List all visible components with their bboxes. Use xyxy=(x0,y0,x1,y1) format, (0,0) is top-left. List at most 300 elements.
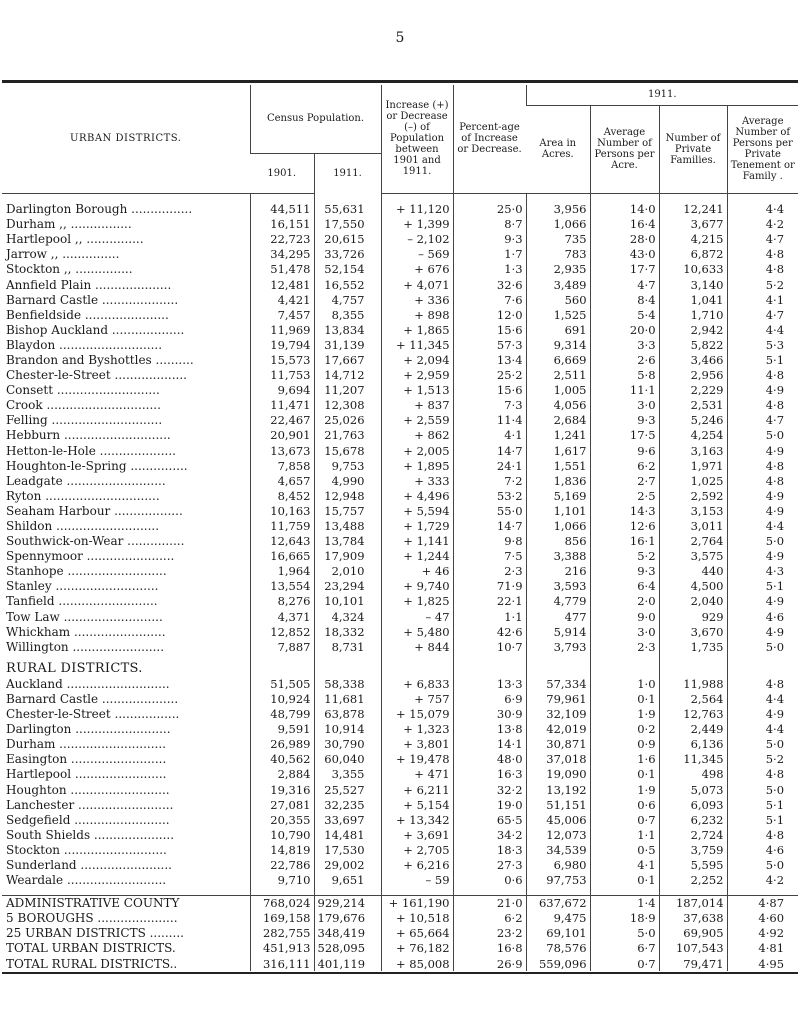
area-acres: 5,914 xyxy=(526,624,590,639)
header-private-families: Number of Private Families. xyxy=(659,105,727,193)
urban-district-row xyxy=(2,473,798,488)
rural-district-row xyxy=(2,797,798,812)
persons-per-acre: 9·0 xyxy=(590,609,659,624)
population-1901: 7,887 xyxy=(250,639,314,654)
urban-district-row xyxy=(2,413,798,428)
population-1911: 25,527 xyxy=(314,782,381,797)
persons-per-acre: 1·6 xyxy=(590,752,659,767)
avg-per-family: 5·0 xyxy=(727,782,798,797)
percentage-change: 1·3 xyxy=(453,262,526,277)
persons-per-acre: 5·8 xyxy=(590,368,659,383)
persons-per-acre: 2·0 xyxy=(590,594,659,609)
population-1901: 7,858 xyxy=(250,458,314,473)
population-1901: 48,799 xyxy=(250,707,314,722)
population-1911: 4,324 xyxy=(314,609,381,624)
persons-per-acre: 6·7 xyxy=(590,941,659,956)
private-families: 3,011 xyxy=(659,518,727,533)
section-cell xyxy=(453,654,526,676)
persons-per-acre: 5·0 xyxy=(590,926,659,941)
row-name: Hetton-le-Hole .................... xyxy=(6,443,176,458)
percentage-change: 23·2 xyxy=(453,926,526,941)
population-change: + 3,691 xyxy=(381,827,453,842)
row-name: Weardale .......................... xyxy=(6,873,167,888)
row-name: Stockton ........................... xyxy=(6,842,167,857)
row-name: Sunderland ........................ xyxy=(6,857,172,872)
percentage-change: 21·0 xyxy=(453,895,526,911)
area-acres: 57,334 xyxy=(526,676,590,691)
percentage-change: 7·3 xyxy=(453,398,526,413)
private-families: 4,500 xyxy=(659,579,727,594)
area-acres: 560 xyxy=(526,292,590,307)
spacer-cell xyxy=(314,888,381,896)
persons-per-acre: 20·0 xyxy=(590,322,659,337)
area-acres: 1,005 xyxy=(526,383,590,398)
private-families: 2,449 xyxy=(659,722,727,737)
population-1901: 12,643 xyxy=(250,534,314,549)
area-acres: 2,935 xyxy=(526,262,590,277)
population-1901: 1,964 xyxy=(250,564,314,579)
area-acres: 32,109 xyxy=(526,707,590,722)
area-acres: 1,551 xyxy=(526,458,590,473)
urban-district-row xyxy=(2,443,798,458)
avg-per-family: 4·7 xyxy=(727,232,798,247)
avg-per-family: 4·6 xyxy=(727,842,798,857)
area-acres: 3,956 xyxy=(526,200,590,217)
persons-per-acre: 18·9 xyxy=(590,911,659,926)
section-cell xyxy=(250,654,314,676)
avg-per-family: 4·9 xyxy=(727,549,798,564)
population-1901: 9,591 xyxy=(250,722,314,737)
rural-heading: RURAL DISTRICTS. xyxy=(6,661,143,677)
area-acres: 691 xyxy=(526,322,590,337)
percentage-change: 11·4 xyxy=(453,413,526,428)
urban-district-row xyxy=(2,564,798,579)
population-1911: 3,355 xyxy=(314,767,381,782)
header-census-population: Census Population. xyxy=(250,85,381,153)
row-name: Tanfield .......................... xyxy=(6,594,158,609)
population-1901: 20,901 xyxy=(250,428,314,443)
avg-per-family: 4·8 xyxy=(727,458,798,473)
area-acres: 3,388 xyxy=(526,549,590,564)
top-rule xyxy=(2,80,798,83)
private-families: 2,040 xyxy=(659,594,727,609)
population-1911: 23,294 xyxy=(314,579,381,594)
row-name: Seaham Harbour .................. xyxy=(6,503,183,518)
persons-per-acre: 0·1 xyxy=(590,873,659,888)
area-acres: 1,617 xyxy=(526,443,590,458)
population-1901: 11,753 xyxy=(250,368,314,383)
population-change: + 471 xyxy=(381,767,453,782)
population-change: + 1,895 xyxy=(381,458,453,473)
row-name: Houghton .......................... xyxy=(6,782,170,797)
urban-district-row xyxy=(2,518,798,533)
percentage-change: 25·2 xyxy=(453,368,526,383)
population-change: + 65,664 xyxy=(381,926,453,941)
avg-per-family: 5·1 xyxy=(727,579,798,594)
persons-per-acre: 16·4 xyxy=(590,217,659,232)
population-1901: 768,024 xyxy=(250,895,314,911)
private-families: 2,531 xyxy=(659,398,727,413)
row-name: Sedgefield ......................... xyxy=(6,812,170,827)
percentage-change: 2·3 xyxy=(453,564,526,579)
area-acres: 42,019 xyxy=(526,722,590,737)
population-change: + 5,480 xyxy=(381,624,453,639)
row-name: Darlington ......................... xyxy=(6,722,171,737)
persons-per-acre: 12·6 xyxy=(590,518,659,533)
area-acres: 2,511 xyxy=(526,368,590,383)
persons-per-acre: 6·2 xyxy=(590,458,659,473)
rural-district-row xyxy=(2,737,798,752)
urban-district-row xyxy=(2,458,798,473)
avg-per-family: 4·4 xyxy=(727,200,798,217)
spacer-row xyxy=(2,888,798,896)
urban-district-row xyxy=(2,609,798,624)
persons-per-acre: 1·0 xyxy=(590,676,659,691)
row-name: Chester-le-Street ................... xyxy=(6,368,187,383)
population-1911: 12,948 xyxy=(314,488,381,503)
urban-district-row xyxy=(2,292,798,307)
private-families: 12,763 xyxy=(659,707,727,722)
population-1901: 4,421 xyxy=(250,292,314,307)
private-families: 5,822 xyxy=(659,337,727,352)
population-1901: 11,471 xyxy=(250,398,314,413)
area-acres: 477 xyxy=(526,609,590,624)
population-change: + 3,801 xyxy=(381,737,453,752)
population-1911: 32,235 xyxy=(314,797,381,812)
row-name: Ryton .............................. xyxy=(6,488,160,503)
population-1911: 10,914 xyxy=(314,722,381,737)
avg-per-family: 5·1 xyxy=(727,812,798,827)
area-acres: 1,066 xyxy=(526,518,590,533)
percentage-change: 16·3 xyxy=(453,767,526,782)
population-change: + 10,518 xyxy=(381,911,453,926)
private-families: 3,140 xyxy=(659,277,727,292)
persons-per-acre: 2·6 xyxy=(590,352,659,367)
area-acres: 6,669 xyxy=(526,352,590,367)
population-change: + 2,005 xyxy=(381,443,453,458)
percentage-change: 15·6 xyxy=(453,383,526,398)
persons-per-acre: 5·4 xyxy=(590,307,659,322)
area-acres: 856 xyxy=(526,534,590,549)
population-1901: 15,573 xyxy=(250,352,314,367)
population-change: + 2,705 xyxy=(381,842,453,857)
urban-district-row xyxy=(2,337,798,352)
rural-district-row xyxy=(2,722,798,737)
population-1911: 13,834 xyxy=(314,322,381,337)
private-families: 1,971 xyxy=(659,458,727,473)
population-1911: 11,681 xyxy=(314,691,381,706)
population-change: + 2,559 xyxy=(381,413,453,428)
urban-district-row xyxy=(2,383,798,398)
private-families: 4,215 xyxy=(659,232,727,247)
area-acres: 6,980 xyxy=(526,857,590,872)
area-acres: 4,056 xyxy=(526,398,590,413)
spacer-cell xyxy=(526,888,590,896)
urban-district-row xyxy=(2,200,798,217)
total-row xyxy=(2,941,798,956)
private-families: 6,093 xyxy=(659,797,727,812)
persons-per-acre: 9·3 xyxy=(590,413,659,428)
avg-per-family: 4·8 xyxy=(727,398,798,413)
percentage-change: 14·1 xyxy=(453,737,526,752)
private-families: 929 xyxy=(659,609,727,624)
persons-per-acre: 17·5 xyxy=(590,428,659,443)
population-change: + 5,154 xyxy=(381,797,453,812)
row-name: South Shields ..................... xyxy=(6,827,175,842)
spacer-cell xyxy=(659,888,727,896)
population-1911: 8,731 xyxy=(314,639,381,654)
avg-per-family: 5·1 xyxy=(727,352,798,367)
population-1901: 8,452 xyxy=(250,488,314,503)
row-name: Southwick-on-Wear ............... xyxy=(6,534,185,549)
row-name: Willington ........................ xyxy=(6,639,165,654)
avg-per-family: 4·9 xyxy=(727,383,798,398)
population-1911: 9,753 xyxy=(314,458,381,473)
section-cell xyxy=(590,654,659,676)
population-1911: 4,757 xyxy=(314,292,381,307)
area-acres: 216 xyxy=(526,564,590,579)
private-families: 2,724 xyxy=(659,827,727,842)
population-change: + 844 xyxy=(381,639,453,654)
percentage-change: 13·8 xyxy=(453,722,526,737)
percentage-change: 42·6 xyxy=(453,624,526,639)
avg-per-family: 5·2 xyxy=(727,752,798,767)
population-1901: 14,819 xyxy=(250,842,314,857)
population-1901: 10,924 xyxy=(250,691,314,706)
rural-district-row xyxy=(2,676,798,691)
rural-district-row xyxy=(2,812,798,827)
area-acres: 1,525 xyxy=(526,307,590,322)
avg-per-family: 5·3 xyxy=(727,337,798,352)
persons-per-acre: 28·0 xyxy=(590,232,659,247)
row-name: 25 URBAN DISTRICTS ......... xyxy=(6,926,184,941)
avg-per-family: 4·95 xyxy=(727,956,798,971)
persons-per-acre: 0·2 xyxy=(590,722,659,737)
urban-district-row xyxy=(2,639,798,654)
population-1901: 11,759 xyxy=(250,518,314,533)
population-change: + 4,496 xyxy=(381,488,453,503)
row-name: Benfieldside ...................... xyxy=(6,307,169,322)
avg-per-family: 4·92 xyxy=(727,926,798,941)
population-1911: 14,712 xyxy=(314,368,381,383)
urban-district-row xyxy=(2,594,798,609)
population-change: + 1,729 xyxy=(381,518,453,533)
area-acres: 12,073 xyxy=(526,827,590,842)
header-percentage: Percent-age of Increase or Decrease. xyxy=(453,85,526,193)
private-families: 11,345 xyxy=(659,752,727,767)
section-cell xyxy=(659,654,727,676)
population-1901: 20,355 xyxy=(250,812,314,827)
area-acres: 78,576 xyxy=(526,941,590,956)
section-cell xyxy=(727,654,798,676)
population-change: + 11,345 xyxy=(381,337,453,352)
persons-per-acre: 0·6 xyxy=(590,797,659,812)
private-families: 1,710 xyxy=(659,307,727,322)
page-number: 5 xyxy=(395,30,405,46)
population-1911: 8,355 xyxy=(314,307,381,322)
urban-district-row xyxy=(2,503,798,518)
population-change: + 1,825 xyxy=(381,594,453,609)
percentage-change: 32·6 xyxy=(453,277,526,292)
private-families: 440 xyxy=(659,564,727,579)
population-change: + 46 xyxy=(381,564,453,579)
row-name: Bishop Auckland ................... xyxy=(6,322,185,337)
row-name: Lanchester ......................... xyxy=(6,797,174,812)
avg-per-family: 5·0 xyxy=(727,737,798,752)
avg-per-family: 4·8 xyxy=(727,827,798,842)
percentage-change: 57·3 xyxy=(453,337,526,352)
avg-per-family: 4·60 xyxy=(727,911,798,926)
population-change: + 757 xyxy=(381,691,453,706)
percentage-change: 19·0 xyxy=(453,797,526,812)
area-acres: 559,096 xyxy=(526,956,590,971)
persons-per-acre: 16·1 xyxy=(590,534,659,549)
population-1901: 4,371 xyxy=(250,609,314,624)
private-families: 2,252 xyxy=(659,873,727,888)
percentage-change: 9·3 xyxy=(453,232,526,247)
population-change: + 19,478 xyxy=(381,752,453,767)
percentage-change: 12·0 xyxy=(453,307,526,322)
private-families: 2,764 xyxy=(659,534,727,549)
population-1901: 19,794 xyxy=(250,337,314,352)
row-name: Leadgate .......................... xyxy=(6,473,166,488)
avg-per-family: 4·6 xyxy=(727,609,798,624)
avg-per-family: 5·0 xyxy=(727,639,798,654)
row-name: ADMINISTRATIVE COUNTY xyxy=(2,895,250,911)
total-row xyxy=(2,895,798,911)
private-families: 1,735 xyxy=(659,639,727,654)
avg-per-family: 4·8 xyxy=(727,473,798,488)
persons-per-acre: 0·1 xyxy=(590,691,659,706)
avg-per-family: 5·0 xyxy=(727,534,798,549)
row-name: Chester-le-Street ................. xyxy=(6,707,180,722)
population-1901: 13,554 xyxy=(250,579,314,594)
persons-per-acre: 2·7 xyxy=(590,473,659,488)
avg-per-family: 4·4 xyxy=(727,322,798,337)
population-1901: 12,852 xyxy=(250,624,314,639)
population-1901: 22,467 xyxy=(250,413,314,428)
urban-district-row xyxy=(2,217,798,232)
percentage-change: 6·9 xyxy=(453,691,526,706)
percentage-change: 48·0 xyxy=(453,752,526,767)
percentage-change: 7·6 xyxy=(453,292,526,307)
row-name: Stanhope .......................... xyxy=(6,564,167,579)
population-change: + 85,008 xyxy=(381,956,453,971)
rural-district-row xyxy=(2,691,798,706)
total-row xyxy=(2,911,798,926)
row-name: Hebburn ............................ xyxy=(6,428,171,443)
area-acres: 45,006 xyxy=(526,812,590,827)
persons-per-acre: 0·5 xyxy=(590,842,659,857)
private-families: 3,153 xyxy=(659,503,727,518)
row-name: Easington ......................... xyxy=(6,752,167,767)
percentage-change: 9·8 xyxy=(453,534,526,549)
private-families: 5,246 xyxy=(659,413,727,428)
population-change: + 1,865 xyxy=(381,322,453,337)
avg-per-family: 5·1 xyxy=(727,797,798,812)
avg-per-family: 5·2 xyxy=(727,277,798,292)
area-acres: 5,169 xyxy=(526,488,590,503)
private-families: 79,471 xyxy=(659,956,727,971)
row-name: Shildon ........................... xyxy=(6,519,160,534)
percentage-change: 32·2 xyxy=(453,782,526,797)
percentage-change: 0·6 xyxy=(453,873,526,888)
rural-district-row xyxy=(2,857,798,872)
population-1911: 528,095 xyxy=(314,941,381,956)
population-1901: 282,755 xyxy=(250,926,314,941)
urban-district-row xyxy=(2,262,798,277)
persons-per-acre: 43·0 xyxy=(590,247,659,262)
population-change: + 6,833 xyxy=(381,676,453,691)
population-change: + 676 xyxy=(381,262,453,277)
urban-district-row xyxy=(2,398,798,413)
persons-per-acre: 2·3 xyxy=(590,639,659,654)
percentage-change: 30·9 xyxy=(453,707,526,722)
avg-per-family: 4·9 xyxy=(727,707,798,722)
area-acres: 97,753 xyxy=(526,873,590,888)
header-avg-persons: Average Number of Persons per Acre. xyxy=(590,105,659,193)
private-families: 3,163 xyxy=(659,443,727,458)
percentage-change: 1·7 xyxy=(453,247,526,262)
persons-per-acre: 1·9 xyxy=(590,707,659,722)
percentage-change: 22·1 xyxy=(453,594,526,609)
area-acres: 37,018 xyxy=(526,752,590,767)
avg-per-family: 4·4 xyxy=(727,691,798,706)
population-1901: 26,989 xyxy=(250,737,314,752)
population-1901: 51,478 xyxy=(250,262,314,277)
urban-district-row xyxy=(2,428,798,443)
row-name: Stanley ........................... xyxy=(6,579,159,594)
avg-per-family: 5·0 xyxy=(727,428,798,443)
area-acres: 9,314 xyxy=(526,337,590,352)
population-1911: 14,481 xyxy=(314,827,381,842)
avg-per-family: 4·8 xyxy=(727,368,798,383)
private-families: 4,254 xyxy=(659,428,727,443)
avg-per-family: 4·9 xyxy=(727,488,798,503)
row-name: Consett ........................... xyxy=(6,383,160,398)
private-families: 1,041 xyxy=(659,292,727,307)
private-families: 37,638 xyxy=(659,911,727,926)
area-acres: 79,961 xyxy=(526,691,590,706)
private-families: 6,136 xyxy=(659,737,727,752)
population-1911: 58,338 xyxy=(314,676,381,691)
population-1911: 21,763 xyxy=(314,428,381,443)
population-1911: 17,667 xyxy=(314,352,381,367)
percentage-change: 4·1 xyxy=(453,428,526,443)
persons-per-acre: 0·7 xyxy=(590,812,659,827)
population-1911: 12,308 xyxy=(314,398,381,413)
rural-district-row xyxy=(2,752,798,767)
area-acres: 34,539 xyxy=(526,842,590,857)
population-1911: 348,419 xyxy=(314,926,381,941)
population-change: + 6,211 xyxy=(381,782,453,797)
population-1911: 17,550 xyxy=(314,217,381,232)
population-1911: 16,552 xyxy=(314,277,381,292)
population-change: + 4,071 xyxy=(381,277,453,292)
population-1901: 7,457 xyxy=(250,307,314,322)
section-cell xyxy=(314,654,381,676)
population-1911: 18,332 xyxy=(314,624,381,639)
population-1901: 51,505 xyxy=(250,676,314,691)
header-area: Area in Acres. xyxy=(526,105,590,193)
row-name: Stockton ,, ............... xyxy=(6,262,133,277)
persons-per-acre: 6·4 xyxy=(590,579,659,594)
population-1911: 2,010 xyxy=(314,564,381,579)
row-name: Hartlepool ........................ xyxy=(6,767,167,782)
percentage-change: 7·2 xyxy=(453,473,526,488)
census-table xyxy=(2,85,798,971)
area-acres: 735 xyxy=(526,232,590,247)
